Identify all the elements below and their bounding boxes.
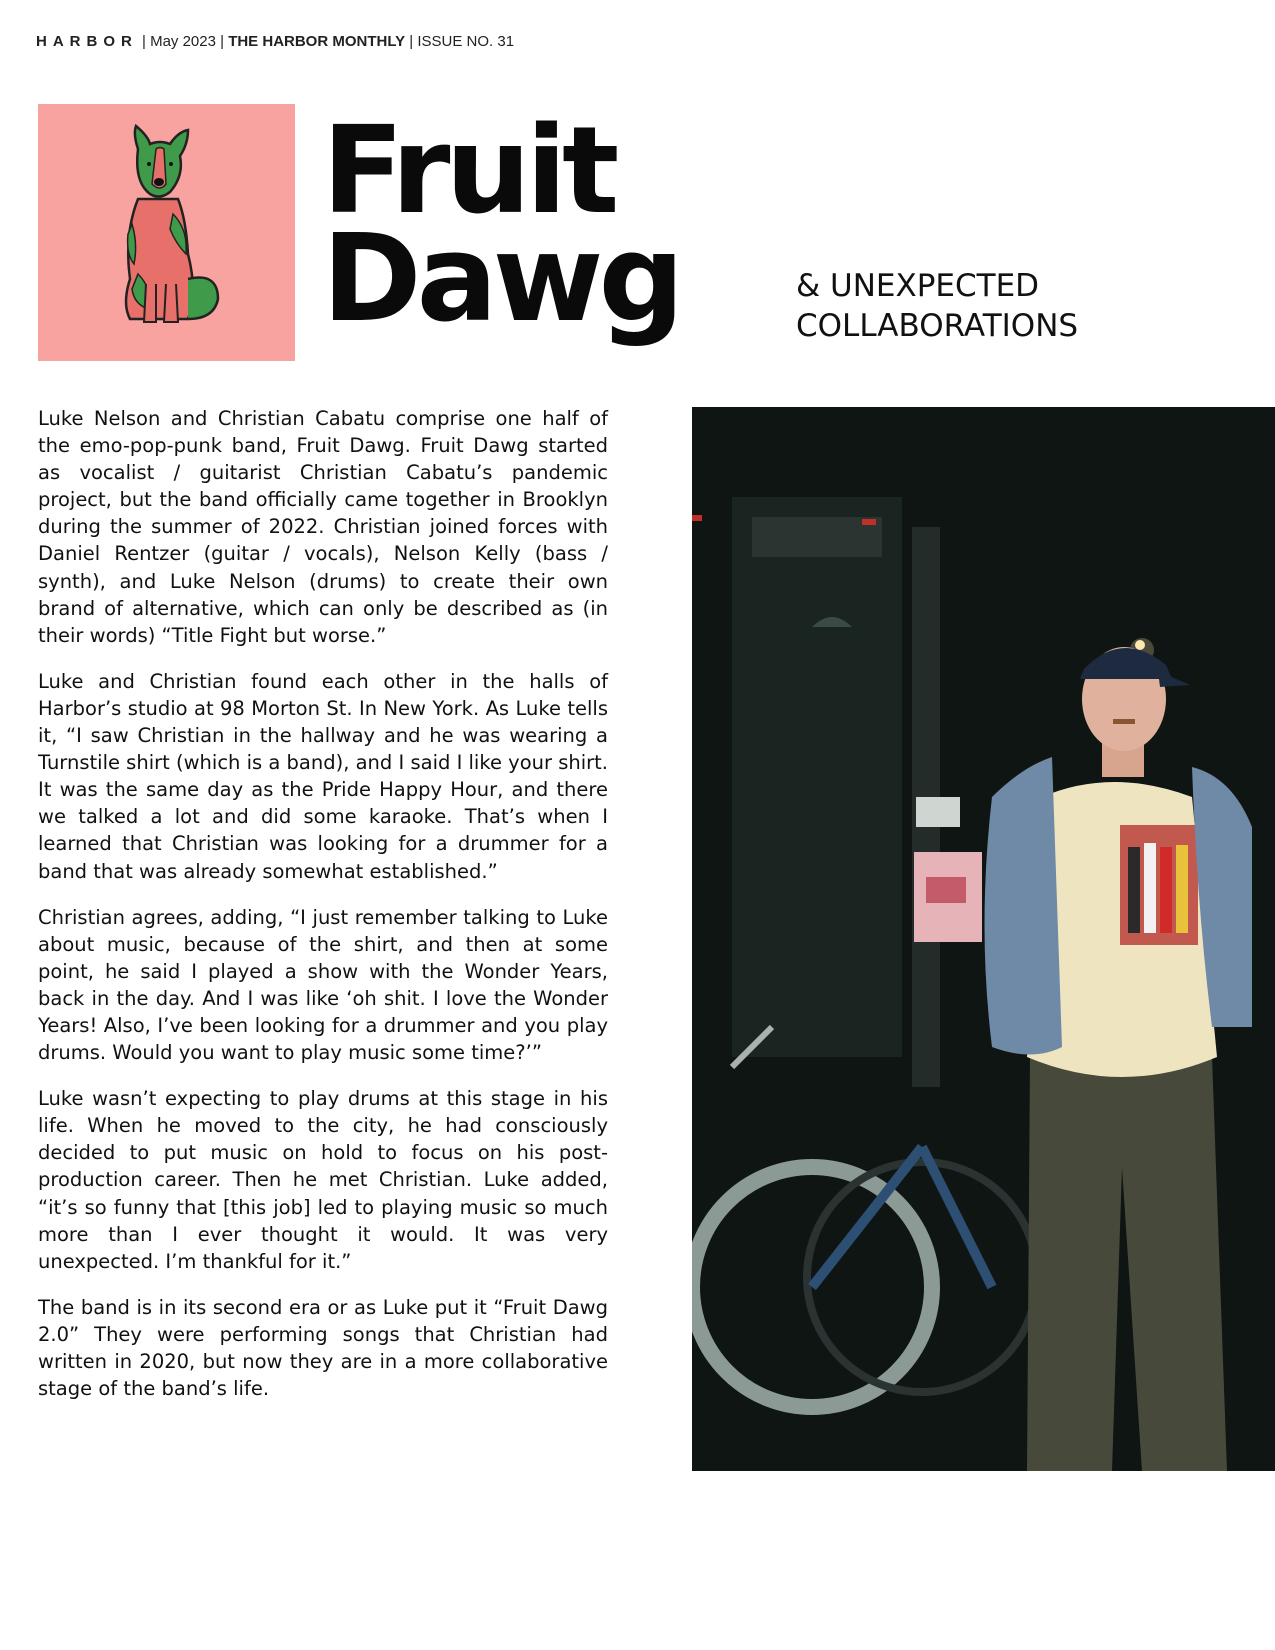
issue-number: ISSUE NO. 31: [417, 33, 515, 50]
title-line-1: Fruit: [322, 102, 615, 241]
article-paragraph: Luke Nelson and Christian Cabatu comprise one half of the emo-pop-punk band, Fruit Dawg. Fruit Dawg started as vocalist / guitarist Christian Cabatu’s pandemic project, but the band officially came together in Brooklyn during the summer of 2022. Christian joined forces with Daniel Rentzer (guitar / vocals), Nelson Kelly (bass / synth), and Luke Nelson (drums) to create their own brand of alternative, which can only be described as (in their words) “Title Fight but worse.”: [38, 407, 608, 647]
article-paragraph: Luke and Christian found each other in the halls of Harbor’s studio at 98 Morton St. In New York. As Luke tells it, “I saw Christian in the hallway and he was wearing a Turnstile shirt (which is a band), and I said I like your shirt. It was the same day as the Pride Happy Hour, and there we talked a lot and did some karaoke. That’s when I learned that Christian was looking for a drummer for a band that was already somewhat established.”: [38, 669, 608, 883]
issue-date: May 2023: [150, 33, 216, 50]
title-line-2: Dawg: [322, 210, 680, 349]
band-logo: [38, 104, 295, 361]
article-body: [38, 405, 608, 1421]
subtitle-line-2: COLLABORATIONS: [796, 308, 1079, 344]
article-title: [322, 102, 680, 349]
masthead-separator: |: [215, 33, 229, 50]
brand-name: HARBOR: [36, 33, 138, 50]
article-paragraph: Luke wasn’t expecting to play drums at this stage in his life. When he moved to the city, he had consciously decided to put music on hold to focus on his post-production career. Then he met Christian. Luke added, “it’s so funny that [this job] led to playing music so much more than I ever thought it would. It was very unexpected. I’m thankful for it.”: [38, 1087, 608, 1273]
dog-illustration-icon: [38, 104, 295, 361]
masthead: [36, 33, 514, 50]
band-member-photo: [692, 407, 1275, 1471]
subtitle-line-1: & UNEXPECTED: [796, 268, 1040, 304]
article-paragraph: The band is in its second era or as Luke put it “Fruit Dawg 2.0” They were performing songs that Christian had written in 2020, but now they are in a more collaborative stage of the band’s life.: [38, 1295, 608, 1401]
publication-name: THE HARBOR MONTHLY: [228, 33, 406, 50]
masthead-separator: |: [405, 33, 418, 50]
photo-scene: [692, 407, 1275, 1471]
masthead-separator: |: [137, 33, 151, 50]
article-paragraph: Christian agrees, adding, “I just remember talking to Luke about music, because of the shirt, and then at some point, he said I played a show with the Wonder Years, back in the day. And I was like ‘oh shit. I love the Wonder Years! Also, I’ve been looking for a drummer and you play drums. Would you want to play music some time?’”: [38, 905, 608, 1065]
article-subtitle: [796, 266, 1078, 346]
